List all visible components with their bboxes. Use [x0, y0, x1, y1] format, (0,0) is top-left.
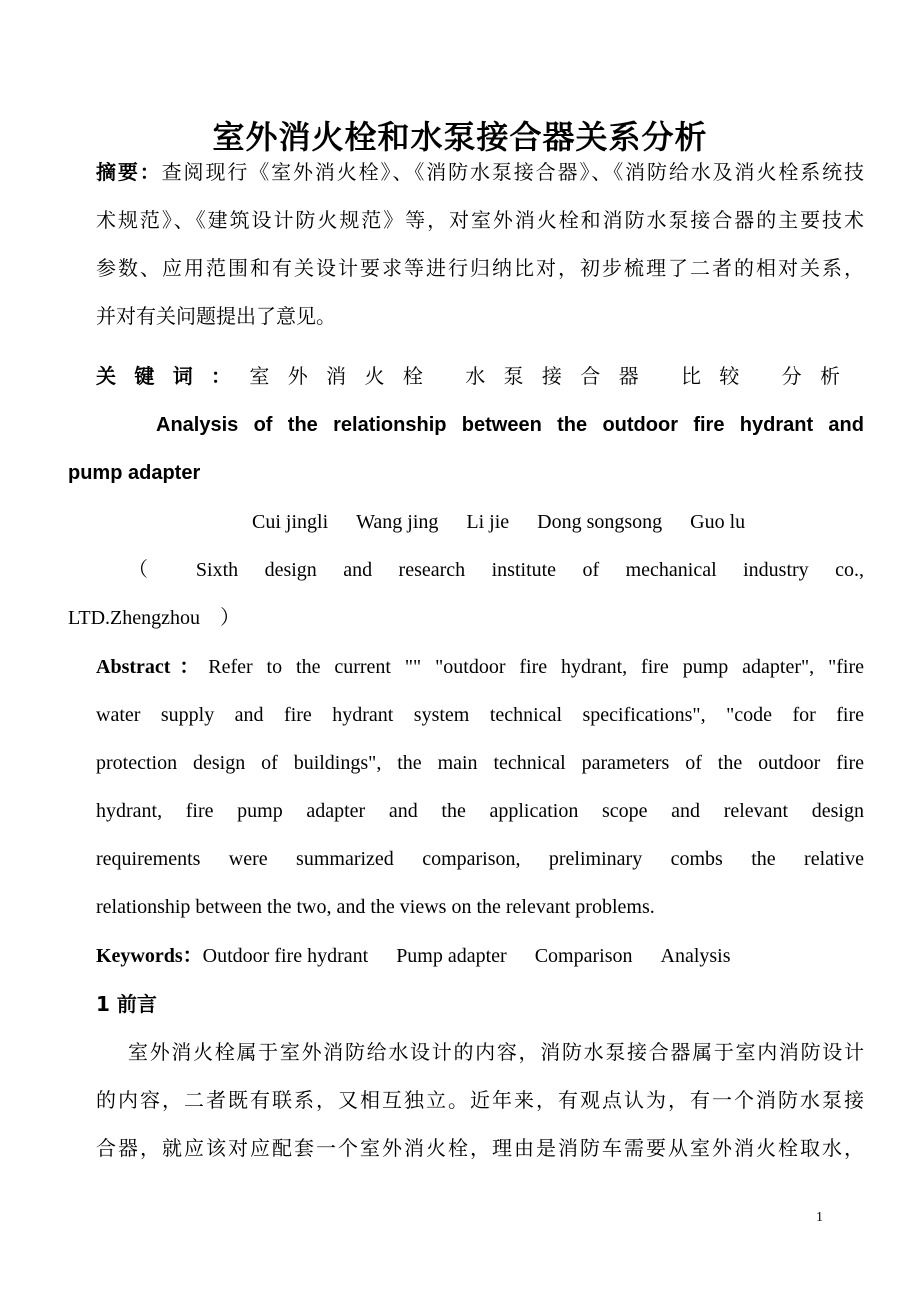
affiliation-line: LTD.Zhengzhou ） [68, 607, 241, 629]
body-line: 合器，就应该对应配套一个室外消火栓，理由是消防车需要从室外消火栓取水， [96, 1136, 864, 1160]
keywords-en-label: Keywords： [96, 945, 203, 967]
page-number: 1 [816, 1210, 823, 1225]
abstract-cn-line: 并对有关问题提出了意见。 [96, 304, 336, 328]
author-name: Guo lu [690, 511, 746, 533]
abstract-cn-line: 摘要：查阅现行《室外消火栓》、《消防水泵接合器》、《消防给水及消火栓系统技 [96, 160, 864, 184]
keywords-en [96, 932, 864, 980]
abstract-en [96, 643, 864, 931]
author-name: Cui jingli [252, 511, 329, 533]
keyword-item: Analysis [660, 945, 731, 967]
keyword-item: 比较 [680, 364, 758, 388]
keyword-item: 水泵接合器 [465, 364, 657, 388]
abstract-cn-label: 摘要： [96, 160, 162, 184]
keyword-item: Outdoor fire hydrant [202, 945, 369, 967]
author-name: Wang jing [356, 511, 439, 533]
abstract-cn [96, 148, 864, 340]
keywords-cn-label: 关键词： [96, 364, 250, 388]
abstract-en-line: Abstract：Refer to the current "" "outdoor fire hydrant, fire pump adapter", "fire [96, 656, 864, 678]
author-list [252, 498, 773, 546]
abstract-cn-line: 参数、应用范围和有关设计要求等进行归纳比对，初步梳理了二者的相对关系， [96, 256, 864, 280]
abstract-en-line: hydrant, fire pump adapter and the application scope and relevant design [96, 800, 864, 822]
english-title [68, 401, 864, 497]
keyword-item: 分析 [781, 364, 841, 388]
section-heading: 1 前言 [96, 992, 157, 1016]
abstract-cn-line: 术规范》、《建筑设计防火规范》等，对室外消火栓和消防水泵接合器的主要技术 [96, 208, 864, 232]
author-name: Li jie [466, 511, 510, 533]
keyword-item: 室外消火栓 [249, 364, 442, 388]
body-line: 室外消火栓属于室外消防给水设计的内容，消防水泵接合器属于室内消防设计 [128, 1040, 864, 1064]
keyword-item: Comparison [534, 945, 633, 967]
abstract-en-line: requirements were summarized comparison, preliminary combs the relative [96, 848, 864, 870]
english-title-line: pump adapter [68, 462, 201, 484]
affiliation [68, 546, 864, 642]
affiliation-line: （ Sixth design and research institute of mechanical industry co., [128, 559, 864, 581]
abstract-en-label: Abstract： [96, 656, 209, 678]
abstract-en-line: protection design of buildings", the main technical parameters of the outdoor fire [96, 752, 864, 774]
page-title: 室外消火栓和水泵接合器关系分析 [212, 118, 708, 156]
keyword-item: Pump adapter [396, 945, 507, 967]
keywords-cn [96, 352, 864, 400]
author-name: Dong songsong [537, 511, 663, 533]
section-body [96, 1028, 864, 1172]
abstract-en-line: water supply and fire hydrant system technical specifications", "code for fire [96, 704, 864, 726]
body-line: 的内容，二者既有联系，又相互独立。近年来，有观点认为，有一个消防水泵接 [96, 1088, 864, 1112]
english-title-line: Analysis of the relationship between the outdoor fire hydrant and [156, 414, 864, 436]
abstract-en-line: relationship between the two, and the views on the relevant problems. [96, 896, 655, 918]
